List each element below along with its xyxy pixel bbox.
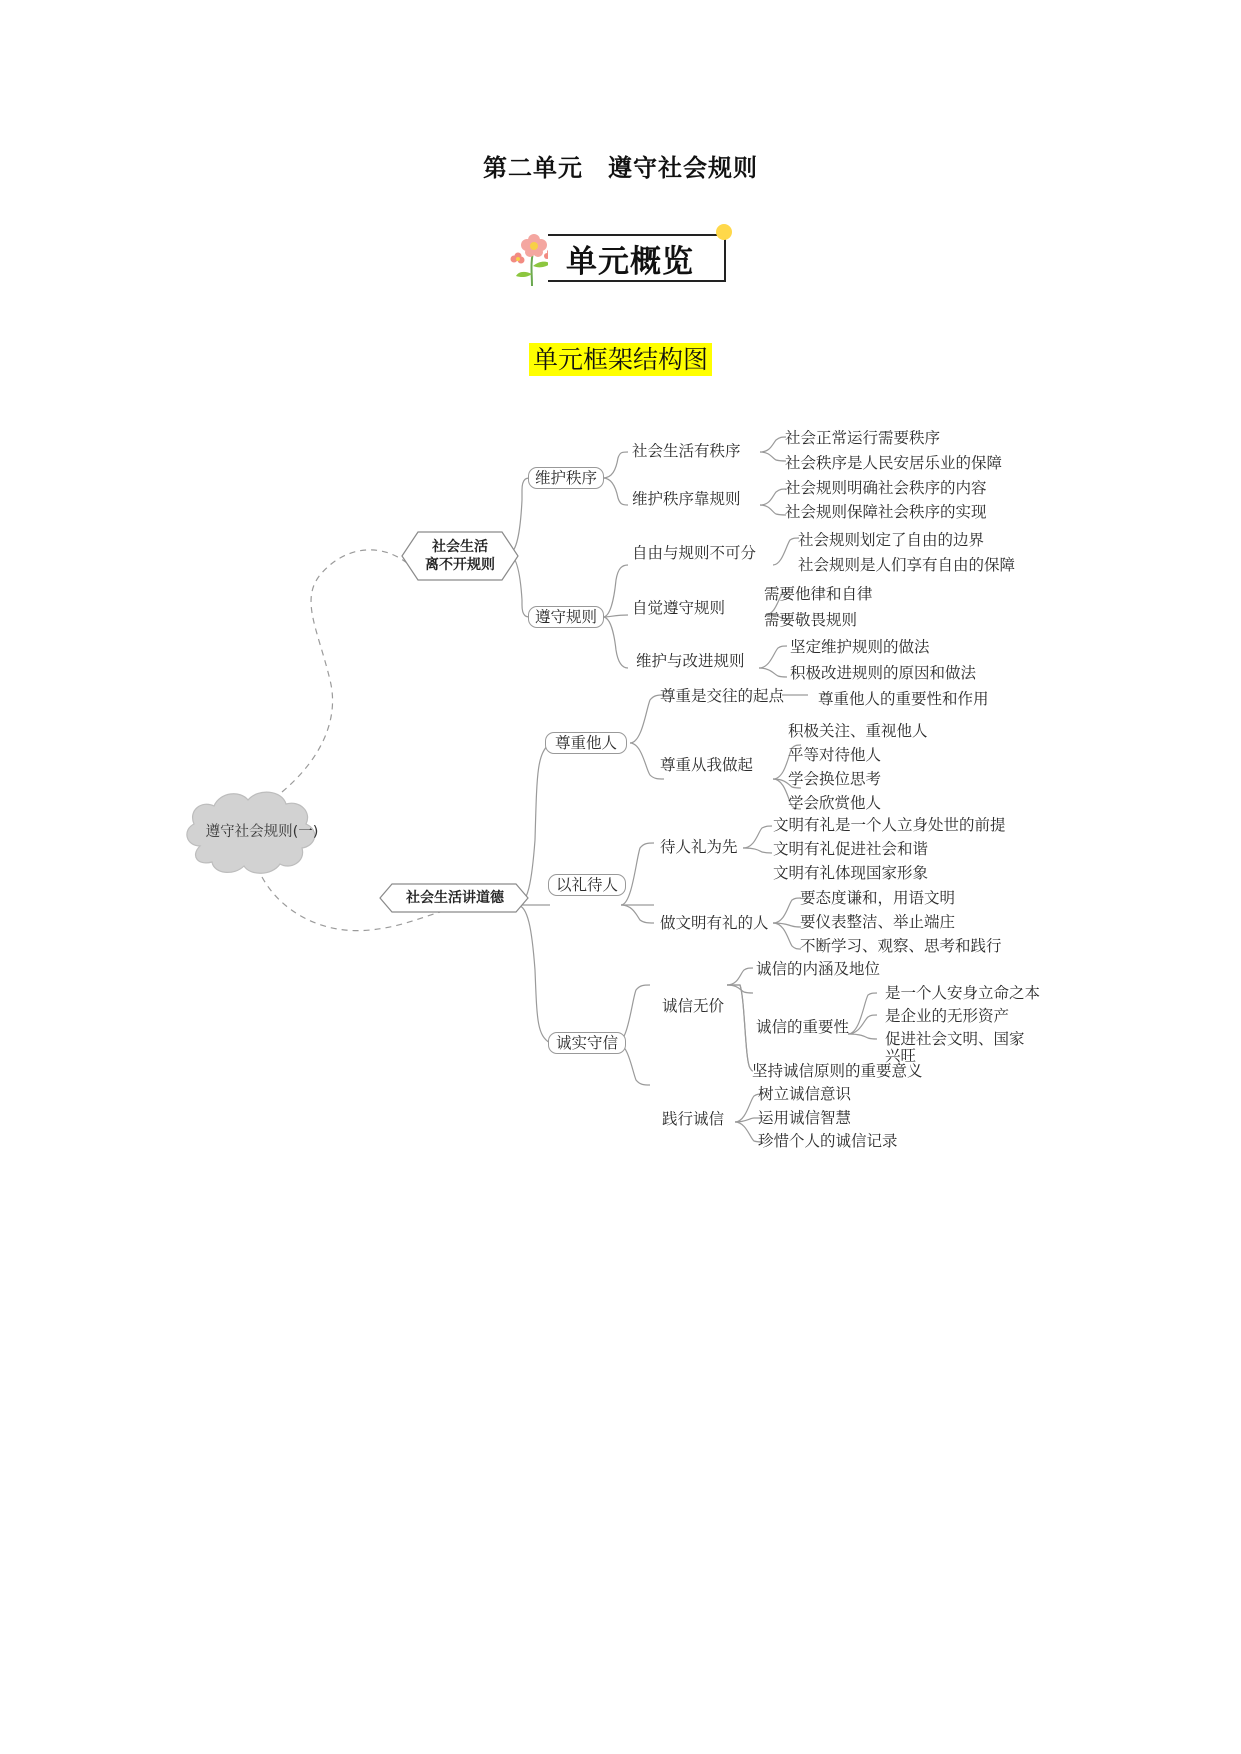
point: 文明有礼体现国家形象 — [773, 864, 929, 882]
point: 社会规则划定了自由的边界 — [798, 531, 985, 549]
point: 文明有礼促进社会和谐 — [773, 840, 929, 858]
importance-item: 促进社会文明、国家 — [885, 1030, 1025, 1048]
point: 树立诚信意识 — [758, 1085, 852, 1103]
point: 不断学习、观察、思考和践行 — [800, 937, 1002, 955]
subtopic: 践行诚信 — [662, 1110, 725, 1128]
point: 珍惜个人的诚信记录 — [758, 1132, 898, 1150]
importance-item: 兴旺 — [885, 1047, 917, 1065]
point: 运用诚信智慧 — [758, 1109, 852, 1127]
point: 坚定维护规则的做法 — [790, 638, 930, 656]
point: 平等对待他人 — [788, 746, 882, 764]
point: 积极改进规则的原因和做法 — [790, 664, 977, 682]
topic-order: 维护秩序 — [528, 467, 604, 489]
subtopic: 自觉遵守规则 — [632, 599, 726, 617]
topic-honesty: 诚实守信 — [548, 1032, 626, 1054]
point: 社会规则保障社会秩序的实现 — [785, 503, 987, 521]
subtopic: 尊重是交往的起点 — [660, 687, 785, 705]
point: 社会秩序是人民安居乐业的保障 — [785, 454, 1003, 472]
branch-morality-label: 社会生活讲道德 — [406, 889, 504, 906]
branch-rules-line2: 离不开规则 — [425, 557, 495, 573]
point: 文明有礼是一个人立身处世的前提 — [773, 816, 1006, 834]
root-topic: 遵守社会规则(一) — [205, 824, 319, 840]
point: 诚信的重要性 — [756, 1018, 850, 1036]
point: 要仪表整洁、举止端庄 — [800, 913, 956, 931]
page-title: 第二单元 遵守社会规则 — [483, 154, 758, 182]
subtopic: 社会生活有秩序 — [632, 442, 741, 460]
topic-respect: 尊重他人 — [545, 732, 627, 754]
branch-rules-line1: 社会生活 — [432, 538, 488, 555]
subtopic: 维护秩序靠规则 — [632, 490, 741, 508]
topic-courtesy: 以礼待人 — [548, 874, 626, 896]
point: 坚持诚信原则的重要意义 — [752, 1062, 923, 1080]
branch-rules — [404, 534, 516, 578]
point: 社会正常运行需要秩序 — [785, 429, 941, 447]
subtopic: 尊重从我做起 — [660, 756, 754, 774]
point: 需要他律和自律 — [764, 585, 873, 603]
branch-morality — [384, 885, 526, 911]
importance-item: 是企业的无形资产 — [885, 1007, 1010, 1025]
subtopic: 做文明有礼的人 — [660, 914, 769, 932]
topic-follow-rules: 遵守规则 — [528, 606, 604, 628]
section-heading-text: 单元框架结构图 — [529, 343, 712, 376]
importance-item: 是一个人安身立命之本 — [885, 984, 1041, 1002]
subtopic: 诚信无价 — [662, 997, 725, 1015]
point: 要态度谦和，用语文明 — [800, 889, 956, 907]
subtopic: 维护与改进规则 — [636, 652, 745, 670]
point: 学会欣赏他人 — [788, 794, 882, 812]
point: 学会换位思考 — [788, 770, 882, 788]
subtopic: 自由与规则不可分 — [632, 544, 757, 562]
point: 需要敬畏规则 — [764, 611, 858, 629]
point: 诚信的内涵及地位 — [756, 960, 881, 978]
point: 社会规则是人们享有自由的保障 — [798, 556, 1016, 574]
point: 积极关注、重视他人 — [788, 722, 928, 740]
point: 尊重他人的重要性和作用 — [818, 690, 989, 708]
overview-banner-label: 单元概览 — [566, 244, 694, 280]
point: 社会规则明确社会秩序的内容 — [785, 479, 987, 497]
subtopic: 待人礼为先 — [660, 838, 738, 856]
